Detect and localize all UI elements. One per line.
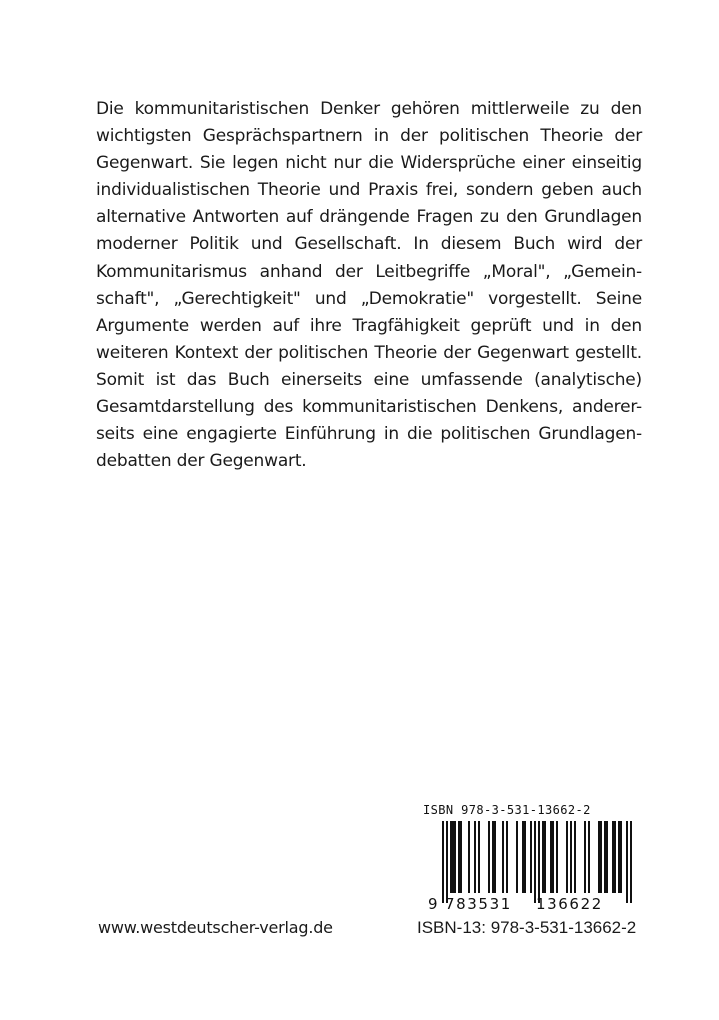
ean13-barcode: [418, 821, 640, 913]
isbn-barcode-block: [418, 803, 640, 913]
barcode-bar: [604, 821, 608, 893]
barcode-isbn-label: ISBN 978-3-531-13662-2: [423, 803, 591, 817]
barcode-bar: [630, 821, 632, 903]
isbn13-label: ISBN-13: 978-3-531-13662-2: [417, 918, 637, 937]
barcode-right-digits: 136622: [536, 895, 603, 913]
publisher-url: www.westdeutscher-verlag.de: [98, 918, 333, 937]
barcode-bar: [538, 821, 540, 903]
barcode-bar: [450, 821, 456, 893]
blurb-line: alternative Antworten auf drängende Fragen zu den Grundlagen: [96, 207, 642, 228]
barcode-bar: [506, 821, 508, 893]
barcode-bar: [530, 821, 532, 893]
blurb-line: schaft", „Gerechtigkeit" und „Demokratie" vorgestellt. Seine: [96, 288, 642, 309]
blurb-line: wichtigsten Gesprächspartnern in der politischen Theorie der: [96, 126, 642, 147]
barcode-bar: [626, 821, 628, 903]
barcode-bar: [534, 821, 536, 903]
blurb-line: Gesamtdarstellung des kommunitaristischen Denkens, anderer-: [96, 397, 642, 418]
barcode-left-digits: 783531: [445, 895, 512, 913]
blurb-line: Gegenwart. Sie legen nicht nur die Widersprüche einer einseitig: [96, 153, 642, 174]
barcode-bar: [474, 821, 476, 893]
barcode-bar: [542, 821, 546, 893]
barcode-bar: [458, 821, 462, 893]
blurb-line: individualistischen Theorie und Praxis frei, sondern geben auch: [96, 180, 642, 201]
barcode-bar: [522, 821, 526, 893]
blurb-line: Somit ist das Buch einerseits eine umfassende (analytische): [96, 369, 642, 390]
barcode-bar: [492, 821, 496, 893]
barcode-bar: [566, 821, 568, 893]
barcode-bar: [468, 821, 470, 893]
barcode-bar: [550, 821, 554, 893]
blurb-line: Argumente werden auf ihre Tragfähigkeit geprüft und in den: [96, 315, 642, 336]
barcode-bar: [488, 821, 490, 893]
barcode-bar: [612, 821, 616, 893]
barcode-bar: [570, 821, 572, 893]
barcode-bar: [618, 821, 622, 893]
barcode-lead-digit: 9: [428, 895, 438, 913]
blurb-line: debatten der Gegenwart.: [96, 451, 307, 472]
back-cover-blurb: [96, 96, 642, 475]
blurb-line: Kommunitarismus anhand der Leitbegriffe „Moral", „Gemein-: [96, 261, 642, 282]
blurb-line: weiteren Kontext der politischen Theorie der Gegenwart gestellt.: [96, 342, 642, 363]
barcode-bar: [556, 821, 558, 893]
barcode-bar: [516, 821, 518, 893]
barcode-bar: [598, 821, 602, 893]
barcode-bar: [502, 821, 504, 893]
barcode-bar: [446, 821, 448, 903]
blurb-line: Die kommunitaristischen Denker gehören mittlerweile zu den: [96, 99, 642, 119]
barcode-bar: [588, 821, 590, 893]
barcode-bar: [478, 821, 480, 893]
barcode-bar: [442, 821, 444, 903]
barcode-bar: [584, 821, 586, 893]
barcode-bar: [574, 821, 576, 893]
blurb-line: moderner Politik und Gesellschaft. In diesem Buch wird der: [96, 234, 642, 255]
blurb-line: seits eine engagierte Einführung in die politischen Grundlagen-: [96, 424, 642, 445]
